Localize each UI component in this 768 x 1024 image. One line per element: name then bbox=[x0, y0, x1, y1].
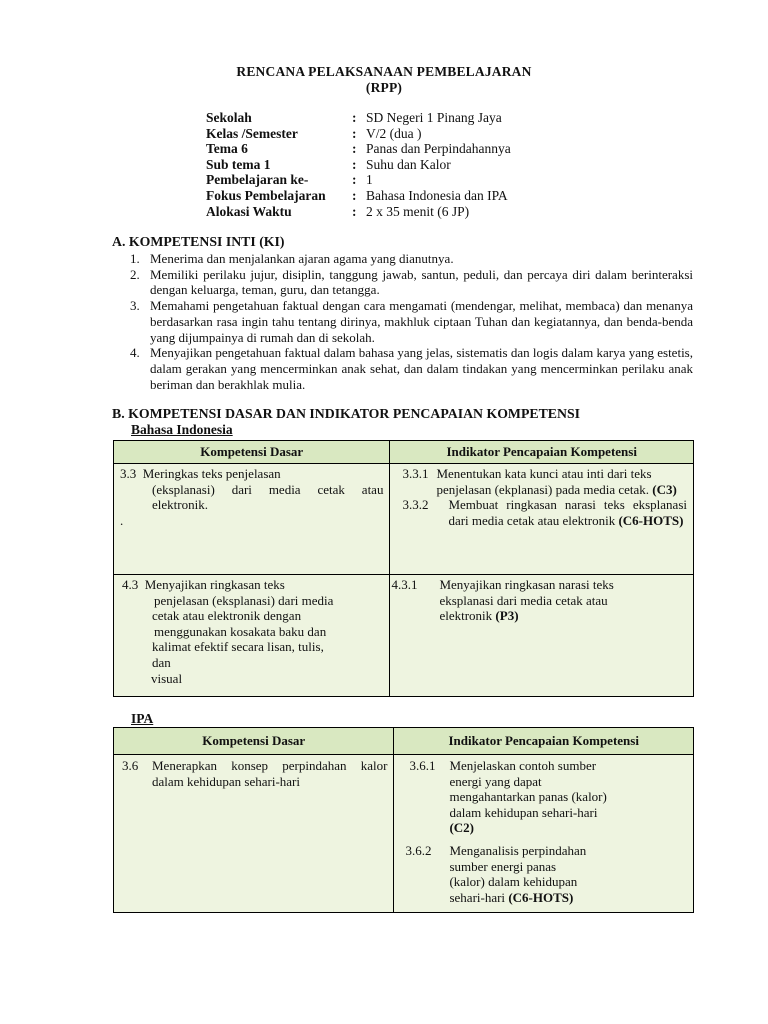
indicator-number: 3.3.1 bbox=[402, 466, 429, 481]
kd-number: 3.6 bbox=[122, 758, 139, 773]
identity-row-school bbox=[206, 110, 511, 126]
indicator-code: (P3) bbox=[495, 608, 519, 624]
indicator-text-wrap bbox=[439, 577, 687, 624]
indicator-code: (C6-HOTS) bbox=[508, 889, 574, 905]
list-item bbox=[130, 298, 693, 345]
identity-value: Panas dan Perpindahannya bbox=[366, 141, 511, 157]
indicator-item bbox=[409, 758, 687, 836]
identity-value: 1 bbox=[366, 172, 373, 188]
table-row bbox=[114, 464, 694, 575]
kd-line: visual bbox=[151, 670, 183, 686]
list-text: Menerima dan menjalankan ajaran agama yang dianutnya. bbox=[150, 251, 454, 266]
list-text: Memiliki perilaku jujur, disiplin, tanggung jawab, santun, peduli, dan percaya diri dalam berinteraksi dengan keluarga, teman, guru, dan tetangga. bbox=[150, 266, 693, 298]
kd-cell bbox=[114, 575, 390, 697]
indicator-line: mengahantarkan panas (kalor) bbox=[449, 789, 607, 805]
indicator-code: (C2) bbox=[449, 820, 475, 836]
kd-number: 4.3 bbox=[122, 577, 139, 592]
column-header-ipk: Indikator Pencapaian Kompetensi bbox=[394, 728, 694, 755]
indicator-code: (C3) bbox=[652, 481, 677, 497]
column-header-kd: Kompetensi Dasar bbox=[114, 441, 390, 464]
column-header-kd: Kompetensi Dasar bbox=[114, 728, 394, 755]
list-number: 2. bbox=[130, 266, 140, 282]
identity-row-time bbox=[206, 204, 511, 220]
indicator-code: (C6-HOTS) bbox=[618, 512, 684, 528]
indicator-item bbox=[391, 577, 687, 624]
indicator-line: energi yang dapat bbox=[449, 773, 542, 789]
identity-row-focus bbox=[206, 188, 511, 204]
identity-value: V/2 (dua ) bbox=[366, 125, 422, 141]
document-title: RENCANA PELAKSANAAN PEMBELAJARAN bbox=[236, 64, 532, 79]
indicator-text-wrap bbox=[436, 466, 687, 497]
identity-value: SD Negeri 1 Pinang Jaya bbox=[366, 110, 502, 125]
indicator-number: 3.3.2 bbox=[402, 497, 429, 513]
list-item bbox=[130, 267, 693, 298]
list-number: 3. bbox=[130, 298, 140, 314]
table-header-row bbox=[114, 728, 694, 755]
identity-colon: : bbox=[352, 203, 357, 219]
identity-label: Tema 6 bbox=[206, 141, 248, 157]
ipa-table bbox=[113, 727, 694, 913]
indicator-text: Menyajikan ringkasan narasi teks eksplanasi dari media cetak atau elektronik bbox=[439, 577, 614, 624]
indicator-number: 3.6.2 bbox=[405, 842, 432, 858]
table-header-row bbox=[114, 441, 694, 464]
section-b-heading: B. KOMPETENSI DASAR DAN INDIKATOR PENCAPAIAN KOMPETENSI bbox=[112, 406, 580, 421]
identity-label: Alokasi Waktu bbox=[206, 203, 292, 219]
bahasa-indonesia-subheading: Bahasa Indonesia bbox=[131, 422, 233, 437]
list-item bbox=[130, 345, 693, 392]
identity-label: Sekolah bbox=[206, 110, 252, 125]
list-text: Menyajikan pengetahuan faktual dalam bahasa yang jelas, sistematis dan logis dalam karya yang estetis, dalam gerakan yang mencerminkan anak sehat, dan dalam tindakan yang mencerminkan perilaku anak beriman dan berakhlak mulia. bbox=[150, 345, 693, 392]
indicator-line: (kalor) dalam kehidupan bbox=[449, 874, 578, 890]
indicator-text: Menentukan kata kunci atau inti dari teks penjelasan (ekplanasi) pada media cetak. bbox=[436, 466, 652, 497]
list-text: Memahami pengetahuan faktual dengan cara mengamati (mendengar, melihat, membaca) dan menanya berdasarkan rasa ingin tahu tentang dirinya, makhluk ciptaan Tuhan dan kegiatannya, dan benda-benda yang dijumpainya di rumah dan di sekolah. bbox=[150, 298, 693, 345]
indicator-text-wrap bbox=[449, 843, 687, 905]
indicator-item bbox=[405, 842, 687, 905]
kd-line: penjelasan (eksplanasi) dari media bbox=[154, 592, 334, 608]
identity-row-subtheme bbox=[206, 157, 511, 173]
identity-colon: : bbox=[352, 187, 357, 203]
identity-colon: : bbox=[352, 125, 357, 141]
identity-block bbox=[206, 110, 511, 219]
kd-number: 3.3 bbox=[120, 466, 137, 481]
indicator-item bbox=[402, 497, 687, 528]
ipa-subheading: IPA bbox=[131, 711, 154, 726]
ipk-cell bbox=[390, 575, 694, 697]
identity-label: Kelas /Semester bbox=[206, 125, 298, 141]
indicator-number: 3.6.1 bbox=[409, 758, 436, 773]
kd-item bbox=[122, 758, 387, 789]
bahasa-indonesia-table bbox=[113, 440, 694, 697]
kd-line: Menyajikan ringkasan teks bbox=[144, 577, 285, 592]
kd-line: cetak atau elektronik dengan bbox=[152, 608, 302, 624]
identity-value: Bahasa Indonesia dan IPA bbox=[366, 187, 508, 203]
indicator-line: sehari-hari bbox=[449, 889, 506, 905]
indicator-line: Menganalisis perpindahan bbox=[449, 842, 587, 858]
document-subtitle: (RPP) bbox=[365, 80, 403, 95]
indicator-item bbox=[402, 466, 687, 497]
kd-line: kalimat efektif secara lisan, tulis, bbox=[152, 639, 324, 655]
identity-colon: : bbox=[352, 141, 357, 157]
identity-label: Fokus Pembelajaran bbox=[206, 187, 326, 203]
list-number: 1. bbox=[130, 251, 140, 266]
identity-colon: : bbox=[352, 110, 357, 125]
indicator-last-line bbox=[449, 890, 687, 906]
indicator-number: 4.3.1 bbox=[391, 577, 418, 592]
kd-dot: . bbox=[120, 512, 124, 528]
indicator-line: dalam kehidupan sehari-hari bbox=[449, 804, 598, 820]
identity-value: Suhu dan Kalor bbox=[366, 156, 451, 172]
kompetensi-inti-list bbox=[130, 251, 693, 392]
list-number: 4. bbox=[130, 345, 140, 361]
identity-value: 2 x 35 menit (6 JP) bbox=[366, 203, 470, 219]
kd-line: Meringkas teks penjelasan bbox=[142, 466, 281, 481]
list-item bbox=[130, 251, 693, 267]
kd-line: dan bbox=[152, 654, 171, 670]
identity-colon: : bbox=[352, 172, 357, 188]
indicator-text-wrap bbox=[448, 497, 687, 528]
identity-label: Pembelajaran ke- bbox=[206, 172, 309, 188]
table-row bbox=[114, 575, 694, 697]
kd-line: menggunakan kosakata baku dan bbox=[154, 623, 327, 639]
section-a-heading: A. KOMPETENSI INTI (KI) bbox=[112, 234, 285, 249]
column-header-ipk: Indikator Pencapaian Kompetensi bbox=[390, 441, 694, 464]
kd-text bbox=[122, 577, 383, 593]
kd-cell bbox=[114, 464, 390, 575]
kd-cell bbox=[114, 755, 394, 913]
kd-text bbox=[120, 466, 383, 482]
ipk-cell bbox=[390, 464, 694, 575]
indicator-line: sumber energi panas bbox=[449, 858, 557, 874]
identity-label: Sub tema 1 bbox=[206, 156, 271, 172]
indicator-text: Membuat ringkasan narasi teks eksplanasi dari media cetak atau elektronik bbox=[448, 497, 687, 528]
identity-row-class bbox=[206, 126, 511, 142]
identity-colon: : bbox=[352, 156, 357, 172]
identity-row-theme bbox=[206, 141, 511, 157]
table-row bbox=[114, 755, 694, 913]
kd-text: Menerapkan konsep perpindahan kalor dalam kehidupan sehari-hari bbox=[152, 758, 388, 789]
kd-text-rest: (eksplanasi) dari media cetak atau elektronik. bbox=[152, 481, 384, 513]
identity-row-lesson bbox=[206, 172, 511, 188]
indicator-text-wrap bbox=[449, 758, 687, 836]
ipk-cell bbox=[394, 755, 694, 913]
indicator-line: Menjelaskan contoh sumber bbox=[449, 758, 597, 773]
